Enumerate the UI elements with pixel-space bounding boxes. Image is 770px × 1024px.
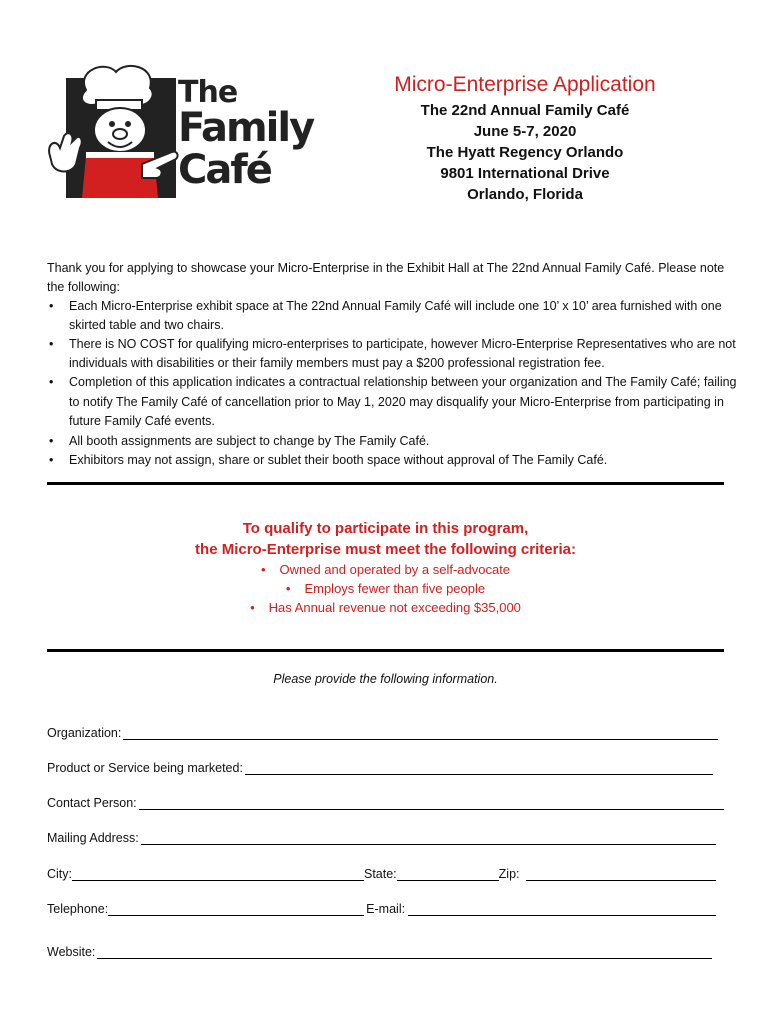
telephone-field[interactable] bbox=[108, 901, 364, 916]
list-item: • Each Micro-Enterprise exhibit space at The 22nd Annual Family Café will include one 10’ x 10’ area furnished with one skirted table and two chairs. bbox=[49, 299, 722, 332]
intro-section bbox=[47, 259, 737, 470]
zip-label: Zip: bbox=[498, 867, 520, 881]
logo-word-cafe: Café bbox=[178, 147, 271, 193]
organization-field[interactable] bbox=[123, 725, 718, 740]
list-item: • Has Annual revenue not exceeding $35,000 bbox=[250, 600, 521, 615]
organization-label: Organization: bbox=[47, 726, 122, 740]
telephone-row bbox=[47, 901, 716, 916]
criteria-heading-2: the Micro-Enterprise must meet the following criteria: bbox=[195, 541, 576, 558]
email-label: E-mail: bbox=[366, 902, 406, 916]
contact-label: Contact Person: bbox=[47, 796, 137, 810]
logo-word-family: Family bbox=[178, 105, 314, 151]
criteria-list bbox=[47, 560, 724, 617]
logo-word-the: The bbox=[178, 75, 238, 110]
event-header bbox=[370, 72, 680, 205]
website-label: Website: bbox=[47, 945, 96, 959]
section-divider bbox=[47, 482, 724, 485]
telephone-label: Telephone: bbox=[47, 902, 109, 916]
city-row bbox=[47, 866, 716, 881]
chef-mascot-icon bbox=[46, 60, 186, 204]
contact-field[interactable] bbox=[139, 795, 724, 810]
website-field[interactable] bbox=[97, 944, 712, 959]
list-item: • Employs fewer than five people bbox=[285, 581, 486, 596]
criteria-heading-1: To qualify to participate in this program, bbox=[242, 520, 529, 537]
bullet-icon: • bbox=[49, 452, 54, 467]
list-item: • All booth assignments are subject to change by The Family Café. bbox=[47, 432, 737, 451]
bullet-icon: • bbox=[49, 337, 54, 351]
event-dates: June 5-7, 2020 bbox=[473, 123, 577, 140]
mailing-label: Mailing Address: bbox=[47, 831, 139, 845]
contact-row bbox=[47, 795, 724, 810]
mailing-row bbox=[47, 830, 716, 845]
list-item: • Completion of this application indicates a contractual relationship between your organization and The Family Café; failing to notify The Family Café of cancellation prior to May 1, 2020 may disqualify your Micro-Enterprise from participating in future Family Café events. bbox=[49, 375, 737, 428]
criteria-section bbox=[47, 518, 724, 617]
organization-row bbox=[47, 725, 718, 740]
section-divider bbox=[47, 649, 724, 652]
event-name: The 22nd Annual Family Café bbox=[420, 102, 630, 119]
bullet-icon: • bbox=[260, 562, 266, 577]
zip-field[interactable] bbox=[526, 866, 716, 881]
event-city: Orlando, Florida bbox=[467, 186, 583, 203]
event-venue: The Hyatt Regency Orlando bbox=[426, 144, 624, 161]
website-row bbox=[47, 944, 712, 959]
bullet-icon: • bbox=[49, 299, 54, 313]
event-street: 9801 International Drive bbox=[440, 165, 610, 182]
city-field[interactable] bbox=[72, 866, 364, 881]
list-item: • There is NO COST for qualifying micro-enterprises to participate, however Micro-Enterprise Representatives who are not individuals with disabilities or their family members must pay a $200 professional registration fee. bbox=[49, 337, 736, 370]
bullet-icon: • bbox=[285, 581, 291, 596]
list-item: • Owned and operated by a self-advocate bbox=[260, 562, 511, 577]
form-instruction: Please provide the following information. bbox=[273, 672, 498, 686]
email-field[interactable] bbox=[408, 901, 716, 916]
product-row bbox=[47, 760, 713, 775]
bullet-icon: • bbox=[250, 600, 255, 615]
bullet-icon: • bbox=[49, 433, 54, 448]
list-item: • Exhibitors may not assign, share or sublet their booth space without approval of The Family Café. bbox=[47, 451, 737, 470]
product-label: Product or Service being marketed: bbox=[47, 761, 243, 775]
state-label: State: bbox=[364, 867, 397, 881]
intro-paragraph: Thank you for applying to showcase your Micro-Enterprise in the Exhibit Hall at The 22nd Annual Family Café. Please note the following: bbox=[47, 261, 725, 294]
city-label: City: bbox=[47, 867, 72, 881]
state-field[interactable] bbox=[397, 866, 499, 881]
terms-list bbox=[47, 297, 737, 470]
application-title: Micro-Enterprise Application bbox=[394, 73, 656, 96]
bullet-icon: • bbox=[49, 375, 54, 389]
product-field[interactable] bbox=[245, 760, 713, 775]
mailing-field[interactable] bbox=[141, 830, 716, 845]
family-cafe-logo bbox=[46, 60, 322, 204]
